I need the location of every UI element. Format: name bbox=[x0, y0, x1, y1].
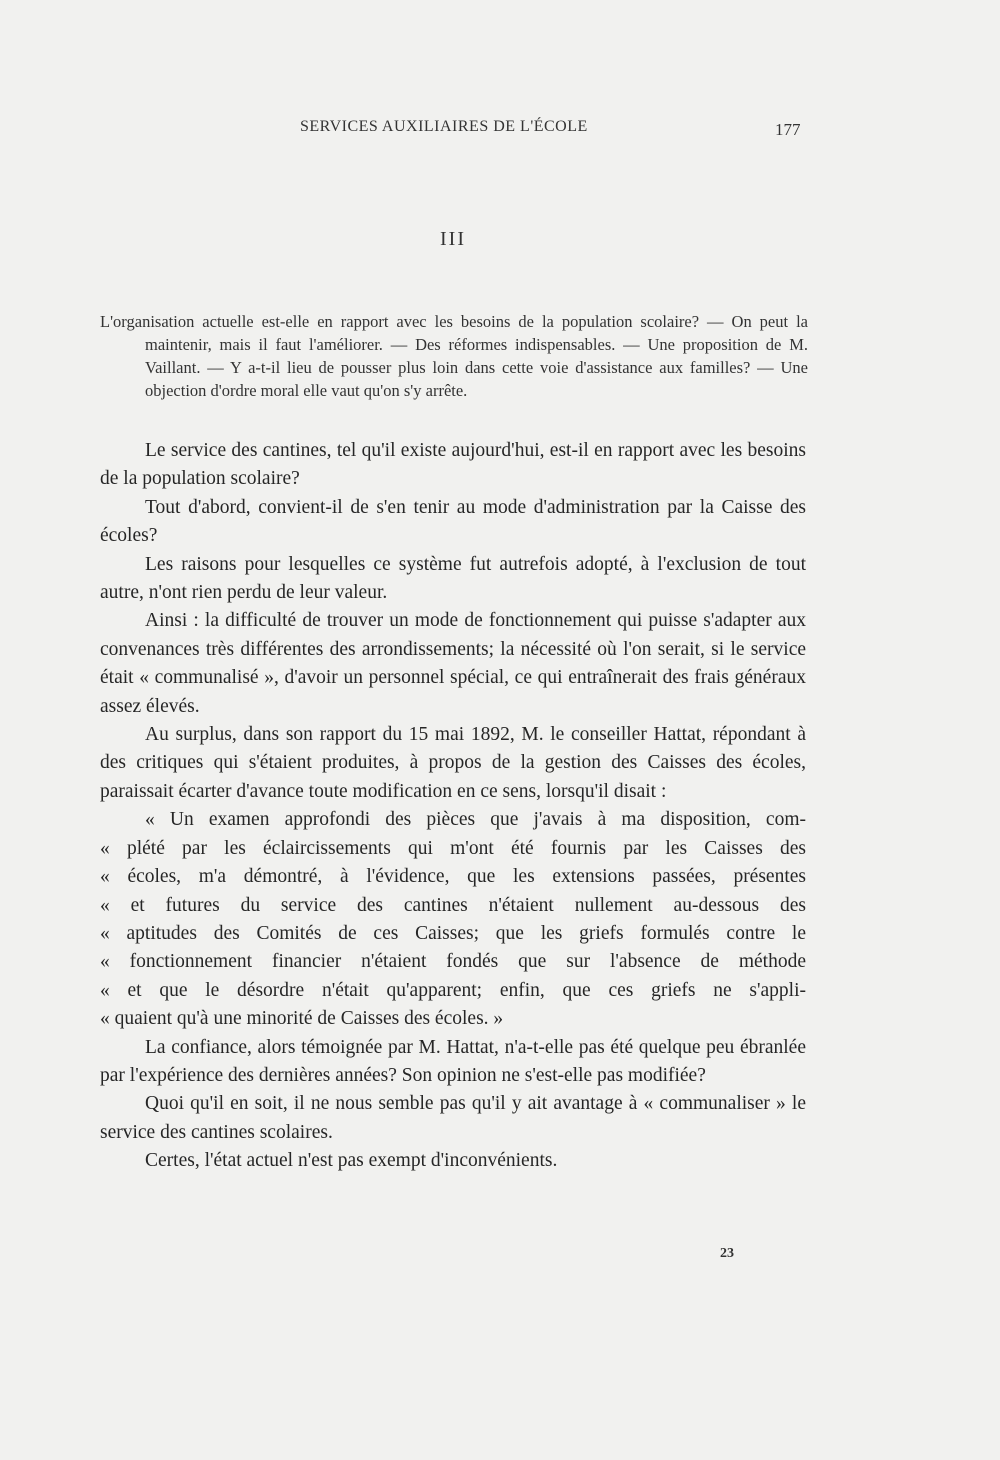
page-number: 177 bbox=[775, 120, 801, 139]
quote-line: « et que le désordre n'était qu'apparent; enfin, que ces griefs ne s'appli- bbox=[100, 979, 806, 1001]
quote-line: « et futures du service des cantines n'étaient nullement au-dessous des bbox=[100, 894, 806, 916]
section-summary-text: L'organisation actuelle est-elle en rapport avec les besoins de la population scolaire? — On peut la maintenir, mais il faut l'améliorer. — Des réformes indispensables. — Une proposition de M. Vaillant. — Y a-t-il lieu de pousser plus loin dans cette voie d'assistance aux familles? — Une objection d'ordre moral elle vaut qu'on s'y arrête. bbox=[100, 312, 808, 400]
paragraph-4: Ainsi : la difficulté de trouver un mode de fonctionnement qui puisse s'adapter aux convenances très différentes des arrondissements; la nécessité où l'on serait, si le service était « communalisé », d'avoir un personnel spécial, ce qui entraînerait des frais généraux assez élevés. bbox=[100, 610, 806, 717]
paragraph-7: Quoi qu'il en soit, il ne nous semble pas qu'il y ait avantage à « communaliser » le service des cantines scolaires. bbox=[100, 1093, 806, 1143]
paragraph-3: Les raisons pour lesquelles ce système fut autrefois adopté, à l'exclusion de tout autre, n'ont rien perdu de leur valeur. bbox=[100, 553, 806, 604]
section-summary bbox=[100, 310, 808, 402]
paragraph-1: Le service des cantines, tel qu'il existe aujourd'hui, est-il en rapport avec les besoins de la population scolaire? bbox=[100, 440, 806, 490]
body-text bbox=[100, 437, 806, 1176]
quotation bbox=[100, 806, 806, 1033]
paragraph-6: La confiance, alors témoignée par M. Hattat, n'a-t-elle pas été quelque peu ébranlée par l'expérience des dernières années? Son opinion ne s'est-elle pas modifiée? bbox=[100, 1036, 806, 1086]
signature-mark: 23 bbox=[720, 1246, 734, 1261]
quote-line: « fonctionnement financier n'étaient fondés que sur l'absence de méthode bbox=[100, 951, 806, 973]
quote-line: « écoles, m'a démontré, à l'évidence, que les extensions passées, présentes bbox=[100, 866, 806, 888]
section-numeral: III bbox=[440, 228, 466, 250]
quote-line: « Un examen approfondi des pièces que j'avais à ma disposition, com- bbox=[145, 809, 806, 831]
paragraph-8: Certes, l'état actuel n'est pas exempt d'inconvénients. bbox=[145, 1150, 558, 1172]
running-head: SERVICES AUXILIAIRES DE L'ÉCOLE bbox=[300, 118, 588, 135]
quote-line: « aptitudes des Comités de ces Caisses; que les griefs formulés contre le bbox=[100, 922, 806, 944]
paragraph-5: Au surplus, dans son rapport du 15 mai 1892, M. le conseiller Hattat, répondant à des critiques qui s'étaient produites, à propos de la gestion des Caisses des écoles, paraissait écarter d'avance toute modification en ce sens, lorsqu'il disait : bbox=[100, 724, 806, 802]
quote-line: « quaient qu'à une minorité de Caisses des écoles. » bbox=[100, 1008, 504, 1030]
paragraph-2: Tout d'abord, convient-il de s'en tenir au mode d'administration par la Caisse des écoles? bbox=[100, 496, 806, 547]
quote-line: « plété par les éclaircissements qui m'ont été fournis par les Caisses des bbox=[100, 837, 806, 859]
